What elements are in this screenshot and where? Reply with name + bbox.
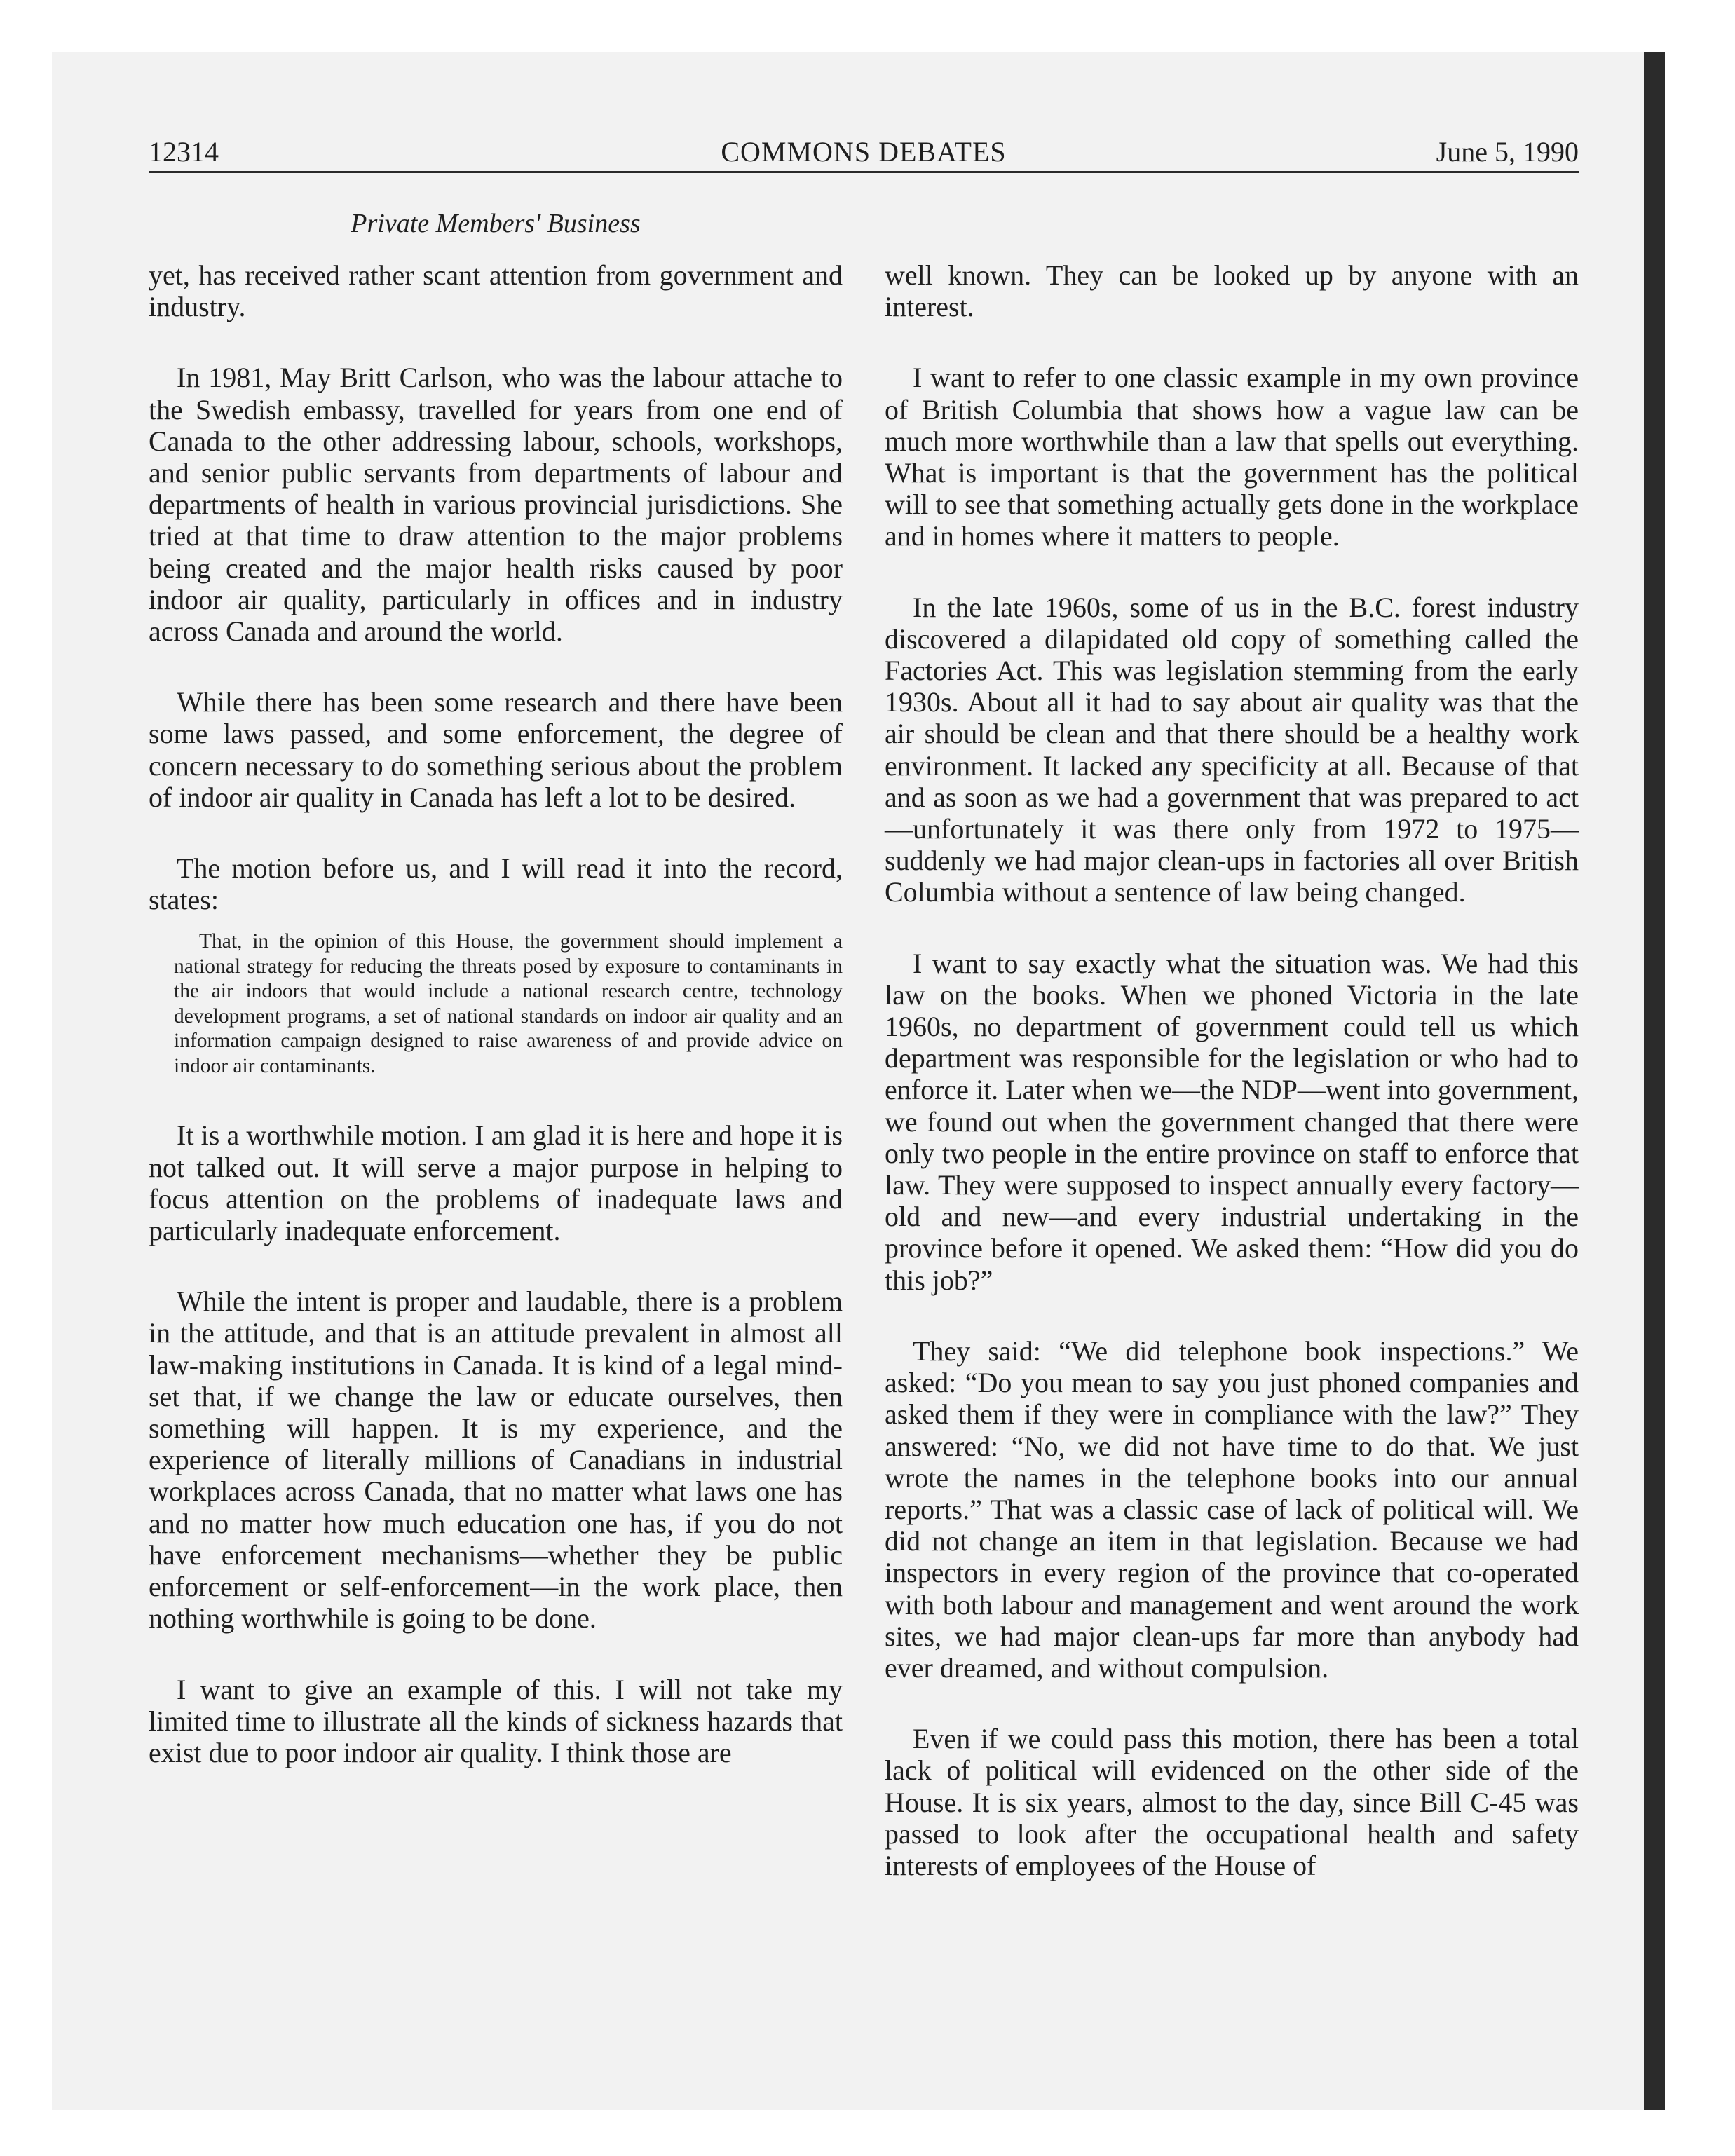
header-rule bbox=[149, 171, 1579, 173]
paragraph: It is a worthwhile motion. I am glad it is here and hope it is not talked out. It will serve a major purpose in helping to focus attention on the problems of inadequate laws and particularly inadequate enforcement. bbox=[149, 1119, 843, 1247]
paragraph: I want to refer to one classic example in my own province of British Columbia that shows how a vague law can be much more worthwhile than a law that spells out everything. What is important is that the government has the political will to see that something actually gets done in the workplace and in homes where it matters to people. bbox=[885, 362, 1579, 552]
paragraph: In 1981, May Britt Carlson, who was the labour attache to the Swedish embassy, travelled for years from one end of Canada to the other addressing labour, schools, workshops, and senior public servants from departments of labour and departments of health in various provincial jurisdictions. She tried at that time to draw attention to the major problems being created and the major health risks caused by poor indoor air quality, particularly in offices and in industry across Canada and around the world. bbox=[149, 362, 843, 648]
paragraph: yet, has received rather scant attention from government and industry. bbox=[149, 259, 843, 323]
paragraph: The motion before us, and I will read it into the record, states: bbox=[149, 852, 843, 916]
page-header bbox=[149, 133, 1579, 171]
page-number: 12314 bbox=[149, 136, 219, 168]
paragraph: In the late 1960s, some of us in the B.C. forest industry discovered a dilapidated old copy of something called the Factories Act. This was legislation stemming from the early 1930s. About all it had to say about air quality was that the air should be clean and that there should be a healthy work environment. It lacked any specificity at all. Because of that and as soon as we had a government that was prepared to act—unfortunately it was there only from 1972 to 1975—suddenly we had major clean-ups in factories all over British Columbia without a sentence of law being changed. bbox=[885, 591, 1579, 908]
paragraph: I want to say exactly what the situation was. We had this law on the books. When we phoned Victoria in the late 1960s, no department of government could tell us which department was responsible for the legislation or who had to enforce it. Later when we—the NDP—went into government, we found out when the government changed that there were only two people in the entire province on staff to enforce that law. They were supposed to inspect annually every factory—old and new—and every industrial undertaking in the province before it opened. We asked them: “How did you do this job?” bbox=[885, 947, 1579, 1296]
paragraph: While there has been some research and there have been some laws passed, and some enforcement, the degree of concern necessary to do something serious about the problem of indoor air quality in Canada has left a lot to be desired. bbox=[149, 686, 843, 813]
paragraph: They said: “We did telephone book inspections.” We asked: “Do you mean to say you just phoned companies and asked them if they were in compliance with the law?” They answered: “No, we did not have time to do that. We just wrote the names in the telephone books into our annual reports.” That was a classic case of lack of political will. We did not change an item in that legislation. Because we had inspectors in every region of the province that co-operated with both labour and management and went around the work sites, we had major clean-ups far more than anybody had ever dreamed, and without compulsion. bbox=[885, 1335, 1579, 1684]
publication-title: COMMONS DEBATES bbox=[721, 136, 1007, 168]
right-column bbox=[885, 259, 1579, 1920]
paragraph: Even if we could pass this motion, there has been a total lack of political will evidenced on the other side of the House. It is six years, almost to the day, since Bill C-45 was passed to look after the occupational health and safety interests of employees of the House of bbox=[885, 1723, 1579, 1881]
publication-date: June 5, 1990 bbox=[1436, 136, 1579, 168]
paragraph: I want to give an example of this. I will not take my limited time to illustrate all the kinds of sickness hazards that exist due to poor indoor air quality. I think those are bbox=[149, 1673, 843, 1768]
motion-quote: That, in the opinion of this House, the government should implement a national strategy for reducing the threats posed by exposure to contaminants in the air indoors that would include a national research centre, technology development programs, a set of national standards on indoor air quality and an information campaign designed to raise awareness of and provide advice on indoor air contaminants. bbox=[174, 930, 843, 1077]
section-heading: Private Members' Business bbox=[351, 209, 641, 238]
paragraph: While the intent is proper and laudable, there is a problem in the attitude, and that is an attitude prevalent in almost all law-making institutions in Canada. It is kind of a legal mind-set that, if we change the law or educate ourselves, then something will happen. It is my experience, and the experience of literally millions of Canadians in industrial workplaces across Canada, that no matter what laws one has and no matter how much education one has, if you do not have enforcement mechanisms—whether they be public enforcement or self-enforcement—in the work place, then nothing worthwhile is going to be done. bbox=[149, 1285, 843, 1635]
paragraph: well known. They can be looked up by anyone with an interest. bbox=[885, 259, 1579, 323]
scan-edge-shadow bbox=[1644, 52, 1665, 2110]
left-column bbox=[149, 259, 843, 1808]
